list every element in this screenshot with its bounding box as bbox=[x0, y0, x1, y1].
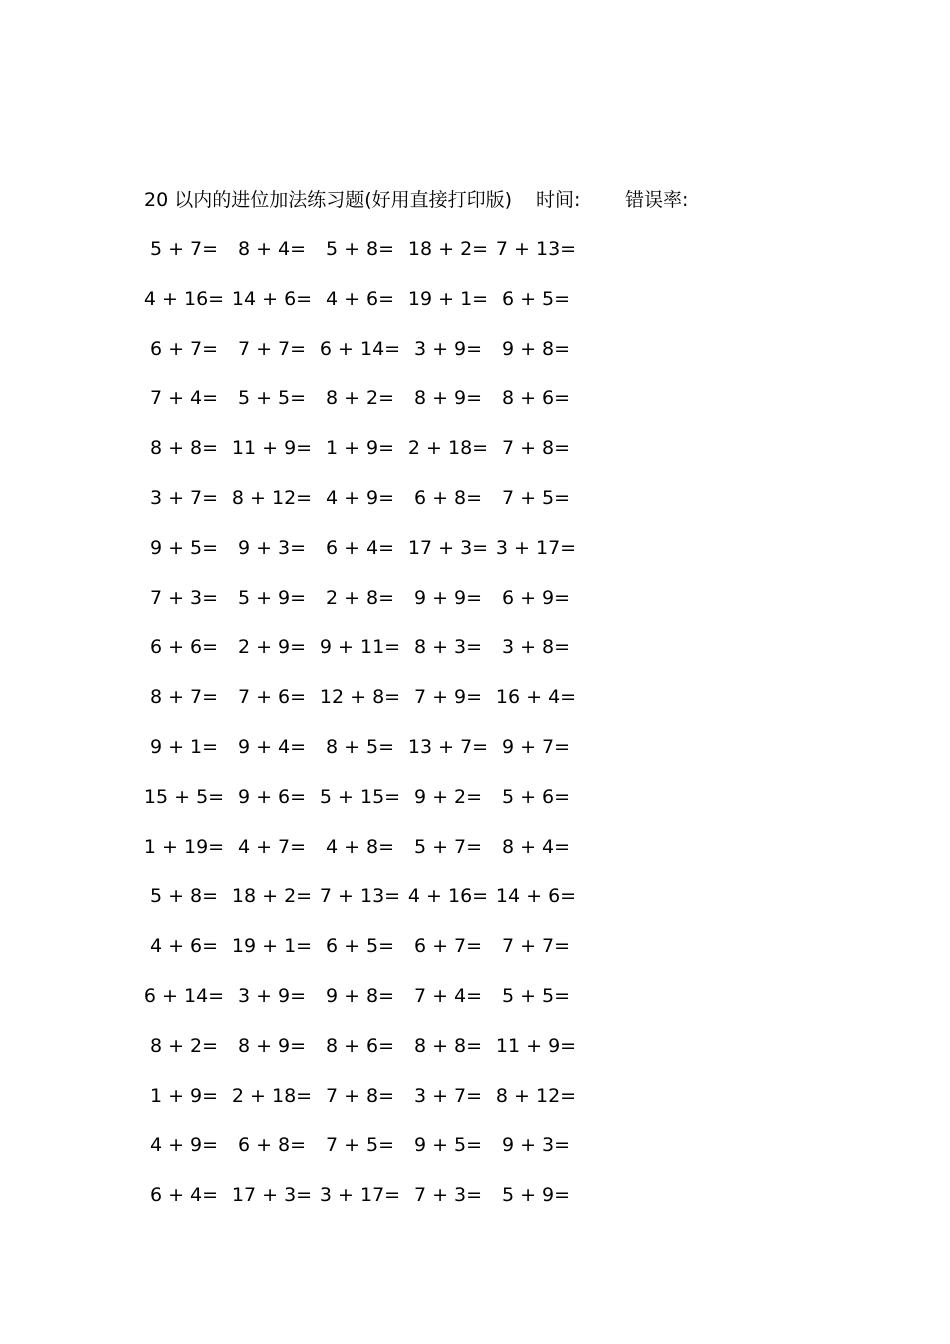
addition-problem: 6 + 14= bbox=[319, 337, 401, 360]
addition-problem: 7 + 3= bbox=[413, 1184, 483, 1207]
addition-problem: 6 + 7= bbox=[413, 935, 483, 958]
addition-problem: 8 + 2= bbox=[149, 1034, 219, 1057]
addition-problem: 6 + 5= bbox=[501, 287, 571, 310]
addition-problem: 3 + 17= bbox=[319, 1184, 401, 1207]
addition-problem: 9 + 8= bbox=[501, 337, 571, 360]
worksheet-title: 20 以内的进位加法练习题(好用直接打印版) bbox=[144, 189, 513, 211]
addition-problem: 6 + 8= bbox=[237, 1134, 307, 1157]
addition-problem: 9 + 6= bbox=[237, 785, 307, 808]
addition-problem: 13 + 7= bbox=[407, 735, 489, 758]
problem-row bbox=[140, 335, 640, 385]
problem-row bbox=[140, 683, 640, 733]
addition-problem: 3 + 7= bbox=[413, 1084, 483, 1107]
addition-problem: 15 + 5= bbox=[143, 785, 225, 808]
addition-problem: 9 + 3= bbox=[501, 1134, 571, 1157]
addition-problem: 6 + 9= bbox=[501, 586, 571, 609]
addition-problem: 8 + 9= bbox=[237, 1034, 307, 1057]
addition-problem: 7 + 4= bbox=[149, 387, 219, 410]
addition-problem: 5 + 5= bbox=[501, 984, 571, 1007]
problem-row bbox=[140, 783, 640, 833]
addition-problem: 5 + 6= bbox=[501, 785, 571, 808]
addition-problem: 3 + 9= bbox=[237, 984, 307, 1007]
problem-row bbox=[140, 484, 640, 534]
addition-problem: 3 + 7= bbox=[149, 486, 219, 509]
addition-problem: 7 + 8= bbox=[501, 437, 571, 460]
addition-problem: 7 + 6= bbox=[237, 686, 307, 709]
problem-row bbox=[140, 235, 640, 285]
addition-problem: 3 + 9= bbox=[413, 337, 483, 360]
addition-problem: 8 + 8= bbox=[413, 1034, 483, 1057]
addition-problem: 4 + 9= bbox=[149, 1134, 219, 1157]
addition-problem: 5 + 8= bbox=[325, 238, 395, 260]
addition-problem: 4 + 6= bbox=[149, 935, 219, 958]
addition-problem: 7 + 5= bbox=[501, 486, 571, 509]
addition-problem: 5 + 15= bbox=[319, 785, 401, 808]
addition-problem: 5 + 7= bbox=[413, 835, 483, 858]
problem-row bbox=[140, 384, 640, 434]
problem-row bbox=[140, 1131, 640, 1181]
addition-problem: 9 + 11= bbox=[319, 636, 401, 659]
problem-row bbox=[140, 584, 640, 634]
addition-problem: 8 + 4= bbox=[237, 238, 307, 260]
problem-row bbox=[140, 932, 640, 982]
problem-row bbox=[140, 1181, 640, 1231]
problem-grid bbox=[140, 235, 640, 1231]
addition-problem: 4 + 16= bbox=[407, 885, 489, 908]
addition-problem: 8 + 6= bbox=[325, 1034, 395, 1057]
addition-problem: 4 + 6= bbox=[325, 287, 395, 310]
addition-problem: 11 + 9= bbox=[495, 1034, 577, 1057]
addition-problem: 6 + 5= bbox=[325, 935, 395, 958]
addition-problem: 8 + 3= bbox=[413, 636, 483, 659]
problem-row bbox=[140, 285, 640, 335]
addition-problem: 7 + 13= bbox=[319, 885, 401, 908]
addition-problem: 2 + 9= bbox=[237, 636, 307, 659]
addition-problem: 4 + 7= bbox=[237, 835, 307, 858]
addition-problem: 8 + 7= bbox=[149, 686, 219, 709]
addition-problem: 8 + 5= bbox=[325, 735, 395, 758]
addition-problem: 19 + 1= bbox=[407, 287, 489, 310]
addition-problem: 9 + 7= bbox=[501, 735, 571, 758]
addition-problem: 18 + 2= bbox=[231, 885, 313, 908]
addition-problem: 19 + 1= bbox=[231, 935, 313, 958]
error-rate-label: 错误率: bbox=[625, 189, 689, 211]
addition-problem: 5 + 8= bbox=[149, 885, 219, 908]
addition-problem: 9 + 8= bbox=[325, 984, 395, 1007]
addition-problem: 8 + 12= bbox=[495, 1084, 577, 1107]
addition-problem: 2 + 18= bbox=[231, 1084, 313, 1107]
addition-problem: 1 + 9= bbox=[325, 437, 395, 460]
addition-problem: 4 + 16= bbox=[143, 287, 225, 310]
addition-problem: 7 + 3= bbox=[149, 586, 219, 609]
addition-problem: 9 + 3= bbox=[237, 536, 307, 559]
addition-problem: 7 + 7= bbox=[237, 337, 307, 360]
problem-row bbox=[140, 1082, 640, 1132]
problem-row bbox=[140, 833, 640, 883]
addition-problem: 7 + 4= bbox=[413, 984, 483, 1007]
addition-problem: 6 + 4= bbox=[149, 1184, 219, 1207]
addition-problem: 9 + 5= bbox=[413, 1134, 483, 1157]
addition-problem: 1 + 9= bbox=[149, 1084, 219, 1107]
problem-row bbox=[140, 982, 640, 1032]
addition-problem: 3 + 8= bbox=[501, 636, 571, 659]
addition-problem: 5 + 9= bbox=[501, 1184, 571, 1207]
addition-problem: 14 + 6= bbox=[231, 287, 313, 310]
addition-problem: 8 + 12= bbox=[231, 486, 313, 509]
addition-problem: 8 + 9= bbox=[413, 387, 483, 410]
addition-problem: 9 + 4= bbox=[237, 735, 307, 758]
problem-row bbox=[140, 1032, 640, 1082]
problem-row bbox=[140, 633, 640, 683]
addition-problem: 7 + 8= bbox=[325, 1084, 395, 1107]
addition-problem: 17 + 3= bbox=[407, 536, 489, 559]
addition-problem: 2 + 8= bbox=[325, 586, 395, 609]
addition-problem: 3 + 17= bbox=[495, 536, 577, 559]
addition-problem: 4 + 8= bbox=[325, 835, 395, 858]
addition-problem: 14 + 6= bbox=[495, 885, 577, 908]
problem-row bbox=[140, 733, 640, 783]
addition-problem: 5 + 9= bbox=[237, 586, 307, 609]
addition-problem: 9 + 2= bbox=[413, 785, 483, 808]
addition-problem: 18 + 2= bbox=[407, 238, 489, 260]
addition-problem: 17 + 3= bbox=[231, 1184, 313, 1207]
addition-problem: 9 + 9= bbox=[413, 586, 483, 609]
addition-problem: 11 + 9= bbox=[231, 437, 313, 460]
addition-problem: 6 + 6= bbox=[149, 636, 219, 659]
addition-problem: 7 + 9= bbox=[413, 686, 483, 709]
addition-problem: 9 + 1= bbox=[149, 735, 219, 758]
addition-problem: 7 + 13= bbox=[495, 238, 577, 260]
problem-row bbox=[140, 534, 640, 584]
addition-problem: 9 + 5= bbox=[149, 536, 219, 559]
addition-problem: 6 + 4= bbox=[325, 536, 395, 559]
addition-problem: 8 + 8= bbox=[149, 437, 219, 460]
addition-problem: 5 + 7= bbox=[149, 238, 219, 260]
addition-problem: 6 + 8= bbox=[413, 486, 483, 509]
addition-problem: 12 + 8= bbox=[319, 686, 401, 709]
addition-problem: 5 + 5= bbox=[237, 387, 307, 410]
addition-problem: 16 + 4= bbox=[495, 686, 577, 709]
addition-problem: 6 + 7= bbox=[149, 337, 219, 360]
addition-problem: 7 + 5= bbox=[325, 1134, 395, 1157]
addition-problem: 2 + 18= bbox=[407, 437, 489, 460]
addition-problem: 8 + 2= bbox=[325, 387, 395, 410]
problem-row bbox=[140, 434, 640, 484]
addition-problem: 8 + 6= bbox=[501, 387, 571, 410]
addition-problem: 4 + 9= bbox=[325, 486, 395, 509]
addition-problem: 1 + 19= bbox=[143, 835, 225, 858]
addition-problem: 8 + 4= bbox=[501, 835, 571, 858]
time-label: 时间: bbox=[536, 189, 581, 211]
problem-row bbox=[140, 882, 640, 932]
addition-problem: 6 + 14= bbox=[143, 984, 225, 1007]
addition-problem: 7 + 7= bbox=[501, 935, 571, 958]
